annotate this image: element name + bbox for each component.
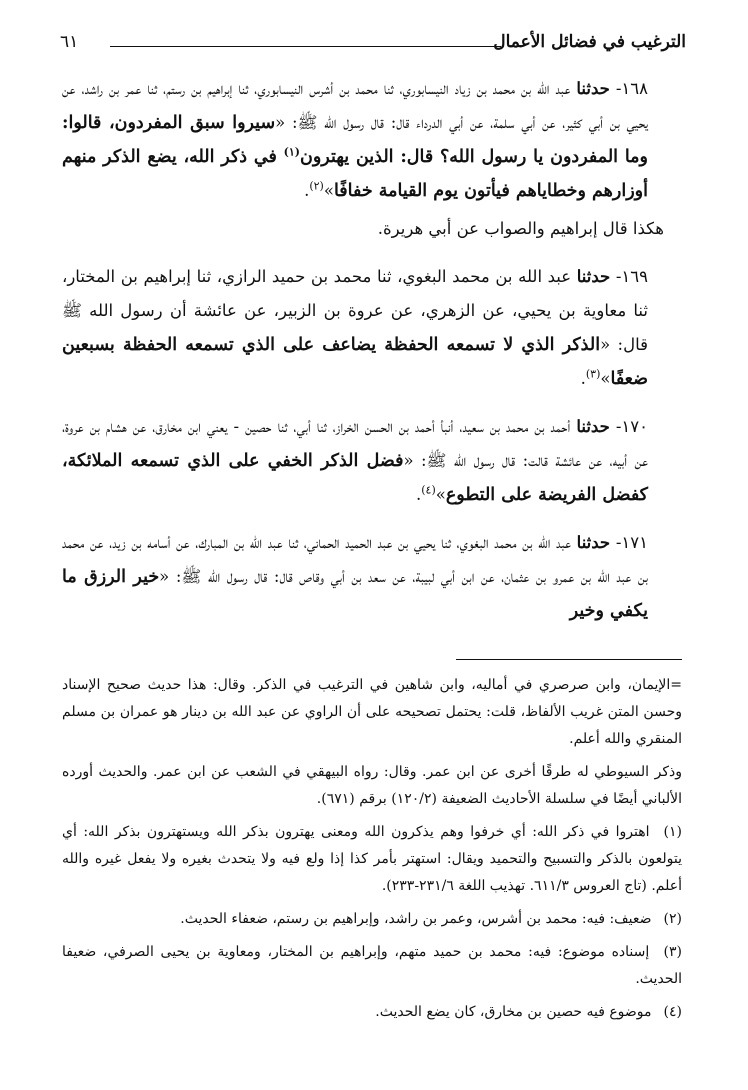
main-text: [62, 72, 682, 628]
quote-close: »: [600, 369, 611, 388]
footnote-continuation: [62, 672, 682, 753]
page-number: ٦١: [60, 32, 79, 52]
page-header: [60, 28, 686, 58]
hadith-text: خير الرزق ما يكفي وخير: [62, 567, 648, 621]
hadith-entry-171: [62, 526, 682, 628]
isnad-text: عبد الله بن محمد بن زياد النيسابوري، ثنا محمد بن أشرس النيسابوري، ثنا إبراهيم بن رستم، ثنا عمر بن راشد، عن يحيي بن أبي كثير، عن أبي سلمة، عن أبي الدرداء قال: قال رسول الله ﷺ: «: [62, 79, 649, 132]
isnad-text: أحمد بن محمد بن سعيد، أنبأ أحمد بن الحسن الخراز، ثنا أبي، ثنا حصين - يعني ابن مخارق، عن هشام بن عروة، عن أبيه، عن عائشة قالت: قال رسول الله ﷺ: «: [62, 417, 648, 470]
footnote-text: إسناده موضوع: فيه: محمد بن حميد متهم، وإبراهيم بن المختار، ومعاوية بن يحيى الصرفي، ضعيفا الحديث.: [62, 944, 682, 987]
footnote-text: موضوع فيه حصين بن مخارق، كان يضع الحديث.: [375, 1004, 652, 1020]
entry-number: ١٧١-: [615, 533, 648, 552]
entry-lead: حدثنا: [576, 417, 610, 436]
hadith-entry-168: [62, 72, 682, 208]
footnote-mark: (٤): [663, 1004, 682, 1020]
hadith-text-continued: في ذكر الله، يضع الذكر منهم أوزارهم وخطاياهم فيأتون يوم القيامة خفافًا: [62, 147, 648, 201]
running-title: الترغيب في فضائل الأعمال: [493, 32, 686, 52]
footnote-ref: (١): [283, 145, 300, 159]
entry-lead: حدثنا: [576, 79, 610, 98]
hadith-text: فضل الذكر الخفي على الذي تسمعه الملائكة، كفضل الفريضة على التطوع: [62, 451, 648, 505]
footnote-mark: (١): [663, 824, 682, 840]
footnote-ref: (٢): [309, 179, 324, 193]
entry-number: ١٦٩-: [615, 267, 648, 286]
quote-close: »: [435, 485, 446, 504]
entry-number: ١٧٠-: [615, 417, 648, 436]
header-rule: [110, 46, 501, 47]
hadith-entry-169: [62, 260, 682, 396]
hadith-entry-170: [62, 410, 682, 512]
entry-end: .: [304, 181, 310, 200]
footnote-ref: (٣): [585, 367, 601, 381]
hadith-text: الذكر الذي لا تسمعه الحفظة يضاعف على الذي تسمعه الحفظة بسبعين ضعفًا: [62, 335, 648, 389]
isnad-text: عبد الله بن محمد البغوي، ثنا يحيي بن عبد الحميد الحماني، ثنا عبد الله بن المبارك، عن أسامه بن زيد، عن محمد بن عبد الله بن عمرو بن عثمان، عن ابن أبي لبيبة، عن سعد بن أبي وقاص قال: قال رسول الله ﷺ: «: [62, 533, 648, 586]
footnote-mark: (٣): [663, 944, 682, 960]
quote-close: »: [323, 181, 334, 200]
entry-number: ١٦٨-: [615, 79, 648, 98]
footnote-text: وذكر السيوطي له طرقًا أخرى عن ابن عمر. وقال: رواه البيهقي في الشعب عن ابن عمر. والحديث أورده الألباني أيضًا في سلسلة الأحاديث الضعيفة (١٢٠/٢) برقم (٦٧١).: [62, 764, 682, 807]
footnote-mark: (٢): [663, 911, 682, 927]
footnote-1: [62, 819, 682, 900]
footnote-3: [62, 939, 682, 993]
entry-lead: حدثنا: [576, 267, 611, 286]
footnote-text: ضعيف: فيه: محمد بن أشرس، وعمر بن راشد، وإبراهيم بن رستم، ضعفاء الحديث.: [180, 911, 652, 927]
entry-lead: حدثنا: [576, 533, 611, 552]
footnote-text: =الإيمان، وابن صرصري في أماليه، وابن شاهين في الترغيب في الذكر. وقال: هذا حديث صحيح الإسناد وحسن المتن غريب الألفاظ، قلت: يحتمل تصحيحه على أن الراوي عن عبد الله بن دينار هو عمران بن مسلم المنقري والله أعلم.: [62, 677, 682, 747]
footnotes: [62, 672, 682, 1032]
footnote-2: [62, 906, 682, 933]
footnote-4: [62, 999, 682, 1026]
hadith-text: سيروا سبق المفردون، قالوا: وما المفردون يا رسول الله؟ قال: الذين يهترون: [62, 113, 649, 167]
entry-end: .: [415, 485, 422, 504]
entry-end: .: [580, 369, 586, 388]
isnad-text: عبد الله بن محمد البغوي، ثنا محمد بن حميد الرازي، ثنا إبراهيم بن المختار، ثنا معاوية بن يحيي، عن الزهري، عن عروة بن الزبير، عن عائشة أن رسول الله ﷺ قال: «: [62, 267, 648, 354]
footnote-divider: [456, 659, 682, 660]
footnote-continuation: [62, 759, 682, 813]
footnote-ref: (٤): [421, 483, 436, 497]
footnote-text: اهتروا في ذكر الله: أي خرفوا وهم يذكرون الله ومعنى يهترون بذكر الله ويستهترون بذكر الله: أي يتولعون بالذكر والتسبيح والتحميد ويقال: استهتر بأمر كذا إذا ولع فيه ولا يتحدث بغيره ولا يفعل غيره والله أعلم. (تاج العروس ٦١١/٣. تهذيب اللغة ٢٣١/٦-٢٣٣).: [62, 824, 682, 894]
editor-note: هكذا قال إبراهيم والصواب عن أبي هريرة.: [377, 219, 664, 238]
